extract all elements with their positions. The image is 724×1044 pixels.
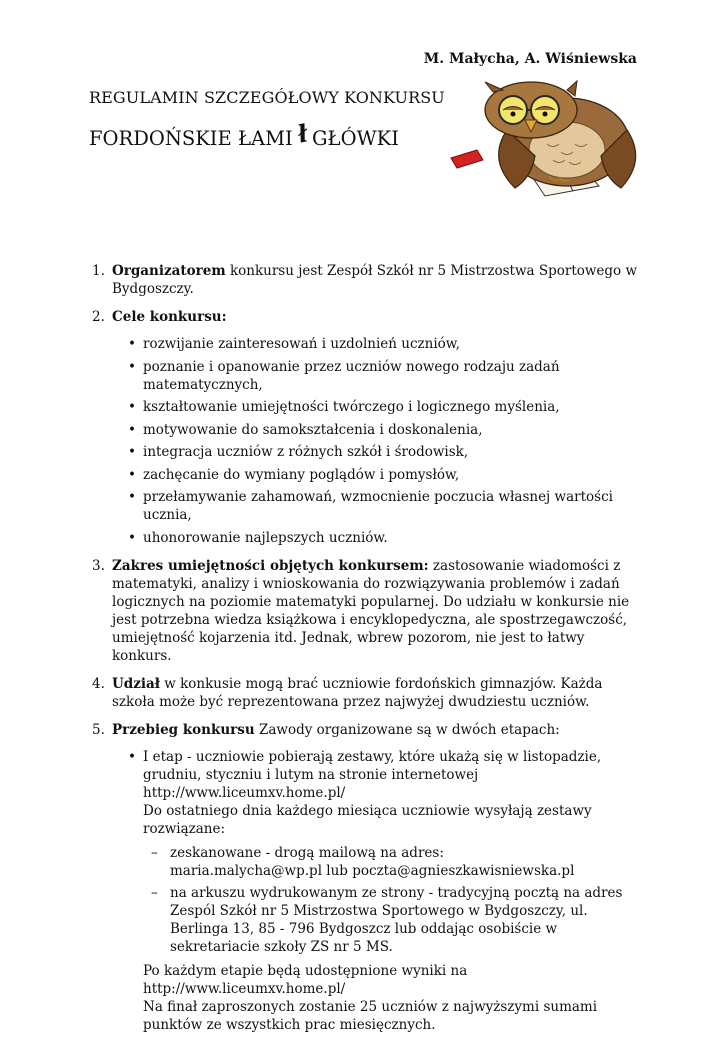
broken-letter-symbol: ł [294,118,310,149]
submission-methods [143,844,640,956]
regulations-heading: REGULAMIN SZCZEGÓŁOWY KONKURSU [89,88,445,107]
owl-reading-book-icon [449,80,645,200]
list-item: • motywowanie do samokształcenia i doskonalenia, [128,421,640,439]
section-text: w konkusie mogą brać uczniowie fordońskich gimnazjów. Każda szkoła może być reprezentowana przez najwyżej dwudziestu uczniów. [112,675,603,710]
list-item: • przełamywanie zahamowań, wzmocnienie poczucia własnej wartości ucznia, [128,488,640,524]
section-heading: Udział [112,675,160,692]
section-number: 1. [92,263,105,279]
authors: M. Małycha, A. Wiśniewska [423,51,637,67]
stages-list [112,748,640,1034]
section-organizer [92,262,640,298]
section-text: konkursu jest Zespół Szkół nr 5 Mistrzostwa Sportowego w Bydgoszczy. [112,263,638,297]
stage-description: • I etap - uczniowie pobierają zestawy, które ukażą się w listopadzie, grudniu, styczniu i lutym na stronie internetowej http://www.liceumxv.home.pl/ [143,748,602,801]
method-email: – zeskanowane - drogą mailową na adres: [170,844,444,861]
section-text: Zawody organizowane są w dwóch etapach: [258,721,560,738]
list-item [128,748,640,1034]
section-course [92,721,640,1034]
list-item: • rozwijanie zainteresowań i uzdolnień uczniów, [128,335,640,353]
results-link-text: Po każdym etapie będą udostępnione wyniki na http://www.liceumxv.home.pl/ [143,962,468,997]
section-number: 5. [92,721,105,738]
section-heading: Cele konkursu: [112,309,227,325]
list-item: • integracja uczniów z różnych szkół i środowisk, [128,443,640,461]
email-addresses: maria.malycha@wp.pl lub poczta@agnieszkawisniewska.pl [170,862,575,879]
final-info: Na finał zaproszonych zostanie 25 uczniów z najwyższymi sumami punktów ze wszystkich prac miesięcznych. [143,998,598,1033]
stage-deadline: Do ostatniego dnia każdego miesiąca uczniowie wysyłają zestawy rozwiązane: [143,802,592,837]
contest-title [89,118,399,151]
title-part-2: GŁÓWKI [311,127,399,150]
section-heading: Organizatorem [112,263,226,279]
section-heading: Przebieg konkursu [112,721,255,738]
list-item: • zachęcanie do wymiany poglądów i pomysłów, [128,466,640,484]
section-text: zastosowanie wiadomości z matematyki, analizy i wnioskowania do rozwiązywania problemów i zadań logicznych na poziomie matematyki popularnej. Do udziału w konkursie nie jest potrzebna wiedza książkowa i encyklopedyczna, ale spostrzegawczość, umiejętność kojarzenia itd. Jednak, wbrew pozorom, nie jest to łatwy konkurs. [112,557,630,664]
list-item: • uhonorowanie najlepszych uczniów. [128,529,640,547]
list-item: • kształtowanie umiejętności twórczego i logicznego myślenia, [128,398,640,416]
regulations-body [92,262,640,1044]
list-item: – na arkuszu wydrukowanym ze strony - tradycyjną pocztą na adres Zespól Szkół nr 5 Mistrzostwa Sportowego w Bydgoszczy, ul. Berlinga 13, 85 - 796 Bydgoszcz lub oddając osobiście w sekretariacie szkoły ZS nr 5 MS. [151,884,640,956]
results-info [143,962,640,1034]
section-number: 3. [92,557,105,574]
section-scope [92,557,640,665]
goals-list [112,335,640,547]
section-goals [92,308,640,547]
title-part-1: FORDOŃSKIE ŁAMI [89,127,293,150]
list-item: • poznanie i opanowanie przez uczniów nowego rodzaju zadań matematycznych, [128,358,640,394]
section-participation [92,675,640,711]
section-heading: Zakres umiejętności objętych konkursem: [112,557,429,574]
section-number: 4. [92,675,105,692]
section-number: 2. [92,309,105,325]
list-item [151,844,640,880]
